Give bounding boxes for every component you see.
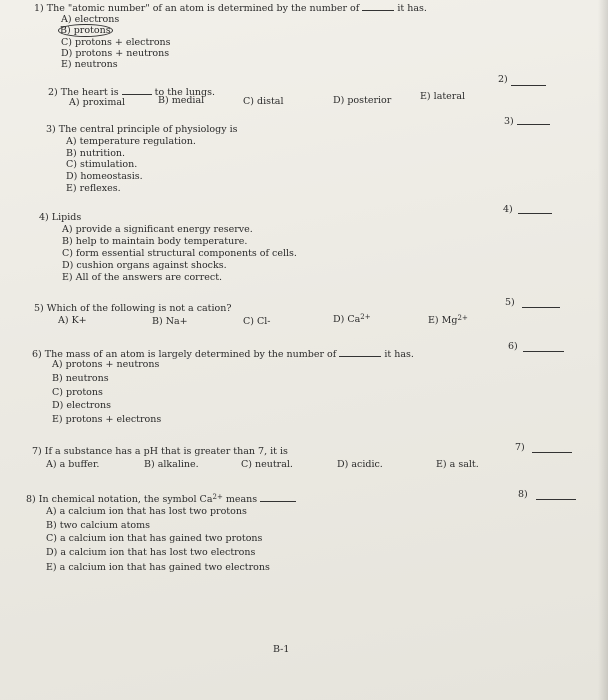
q1-stem-text: 1) The "atomic number" of an atom is determined by the number of [34, 3, 360, 14]
q4-option-a[interactable]: A) provide a significant energy reserve. [62, 224, 253, 235]
q5-option-d[interactable] [333, 312, 371, 325]
q6-option-a[interactable]: A) protons + neutrons [52, 359, 160, 370]
q2-answer-line[interactable] [511, 85, 546, 86]
q7-option-b[interactable]: B) alkaline. [144, 459, 199, 470]
q4-answer-line[interactable] [518, 213, 552, 214]
q8-stem-b: means [225, 494, 258, 505]
q5-option-e-text: E) Mg [428, 315, 458, 326]
q2-option-a[interactable]: A) proximal [69, 97, 126, 108]
q6-answer-line[interactable] [523, 351, 564, 352]
q2-option-c[interactable]: C) distal [243, 96, 284, 107]
q7-answer-label: 7) [515, 442, 525, 453]
q1-option-b[interactable] [58, 25, 113, 36]
q5-answer-label: 5) [505, 297, 515, 308]
q5-option-e[interactable] [428, 313, 468, 326]
q3-stem: 3) The central principle of physiology is [46, 124, 238, 135]
q7-option-d[interactable]: D) acidic. [337, 459, 383, 470]
q7-option-c[interactable]: C) neutral. [241, 459, 293, 470]
q8-option-d[interactable]: D) a calcium ion that has lost two electrons [46, 547, 256, 558]
q8-answer-label: 8) [518, 489, 528, 500]
q3-answer-label: 3) [504, 116, 514, 127]
q7-option-a[interactable]: A) a buffer. [46, 459, 100, 470]
q8-stem-a: 8) In chemical notation, the symbol Ca [26, 494, 213, 505]
q8-blank [260, 493, 296, 502]
q7-answer-line[interactable] [532, 452, 572, 453]
q7-option-e[interactable]: E) a salt. [436, 459, 479, 470]
q2-blank [122, 86, 152, 95]
q4-option-c[interactable]: C) form essential structural components of cells. [62, 248, 297, 259]
q8-option-a[interactable]: A) a calcium ion that has lost two protons [46, 506, 247, 517]
q1-option-b-circle [58, 24, 113, 37]
q6-suffix: it has. [384, 349, 414, 360]
q7-stem: 7) If a substance has a pH that is greater than 7, it is [32, 446, 288, 457]
q1-option-b-text: B) protons [60, 25, 111, 36]
q6-option-b[interactable]: B) neutrons [52, 373, 109, 384]
page-footer: B-1 [273, 644, 290, 655]
q1-blank [362, 2, 394, 11]
q5-option-c[interactable]: C) Cl- [243, 316, 271, 327]
q8-stem-sup: 2+ [212, 493, 223, 501]
q1-option-a[interactable]: A) electrons [61, 14, 120, 25]
q5-option-b[interactable]: B) Na+ [152, 316, 188, 327]
q3-option-b[interactable]: B) nutrition. [66, 148, 126, 159]
q3-option-c[interactable]: C) stimulation. [66, 159, 138, 170]
q5-option-d-sup: 2+ [360, 313, 371, 321]
q2-option-b[interactable]: B) medial [158, 95, 205, 106]
q4-option-d[interactable]: D) cushion organs against shocks. [62, 260, 227, 271]
q1-option-c[interactable]: C) protons + electrons [61, 37, 171, 48]
q2-stem-a: 2) The heart is [48, 87, 119, 98]
q6-option-c[interactable]: C) protons [52, 387, 103, 398]
q6-stem-text: 6) The mass of an atom is largely determined by the number of [32, 349, 337, 360]
q1-option-e[interactable]: E) neutrons [61, 59, 118, 70]
q5-option-e-sup: 2+ [457, 314, 468, 322]
q5-option-a[interactable]: A) K+ [58, 315, 87, 326]
q5-option-d-text: D) Ca [333, 314, 361, 325]
q6-answer-label: 6) [508, 341, 518, 352]
q1-stem [34, 2, 427, 14]
q8-answer-line[interactable] [536, 499, 576, 500]
q8-option-e[interactable]: E) a calcium ion that has gained two electrons [46, 562, 270, 573]
q4-option-b[interactable]: B) help to maintain body temperature. [62, 236, 248, 247]
q3-option-d[interactable]: D) homeostasis. [66, 171, 143, 182]
q1-option-d[interactable]: D) protons + neutrons [61, 48, 170, 59]
q8-option-b[interactable]: B) two calcium atoms [46, 520, 151, 531]
q2-option-d[interactable]: D) posterior [333, 95, 392, 106]
q2-answer-label: 2) [498, 74, 508, 85]
q6-blank [339, 348, 381, 357]
q8-option-c[interactable]: C) a calcium ion that has gained two protons [46, 533, 263, 544]
q3-answer-line[interactable] [517, 124, 550, 125]
q4-option-e[interactable]: E) All of the answers are correct. [62, 272, 223, 283]
page-shadow [598, 0, 608, 700]
q5-stem: 5) Which of the following is not a cation? [34, 303, 232, 314]
q2-option-e[interactable]: E) lateral [420, 91, 466, 102]
q5-answer-line[interactable] [522, 307, 560, 308]
q4-answer-label: 4) [503, 204, 513, 215]
q3-option-e[interactable]: E) reflexes. [66, 183, 121, 194]
q6-option-e[interactable]: E) protons + electrons [52, 414, 162, 425]
q1-suffix: it has. [397, 3, 427, 14]
q4-stem: 4) Lipids [39, 212, 82, 223]
q3-option-a[interactable]: A) temperature regulation. [66, 136, 196, 147]
q6-option-d[interactable]: D) electrons [52, 400, 112, 411]
q2-stem-b: to the lungs. [154, 87, 216, 98]
q8-stem [26, 492, 296, 505]
